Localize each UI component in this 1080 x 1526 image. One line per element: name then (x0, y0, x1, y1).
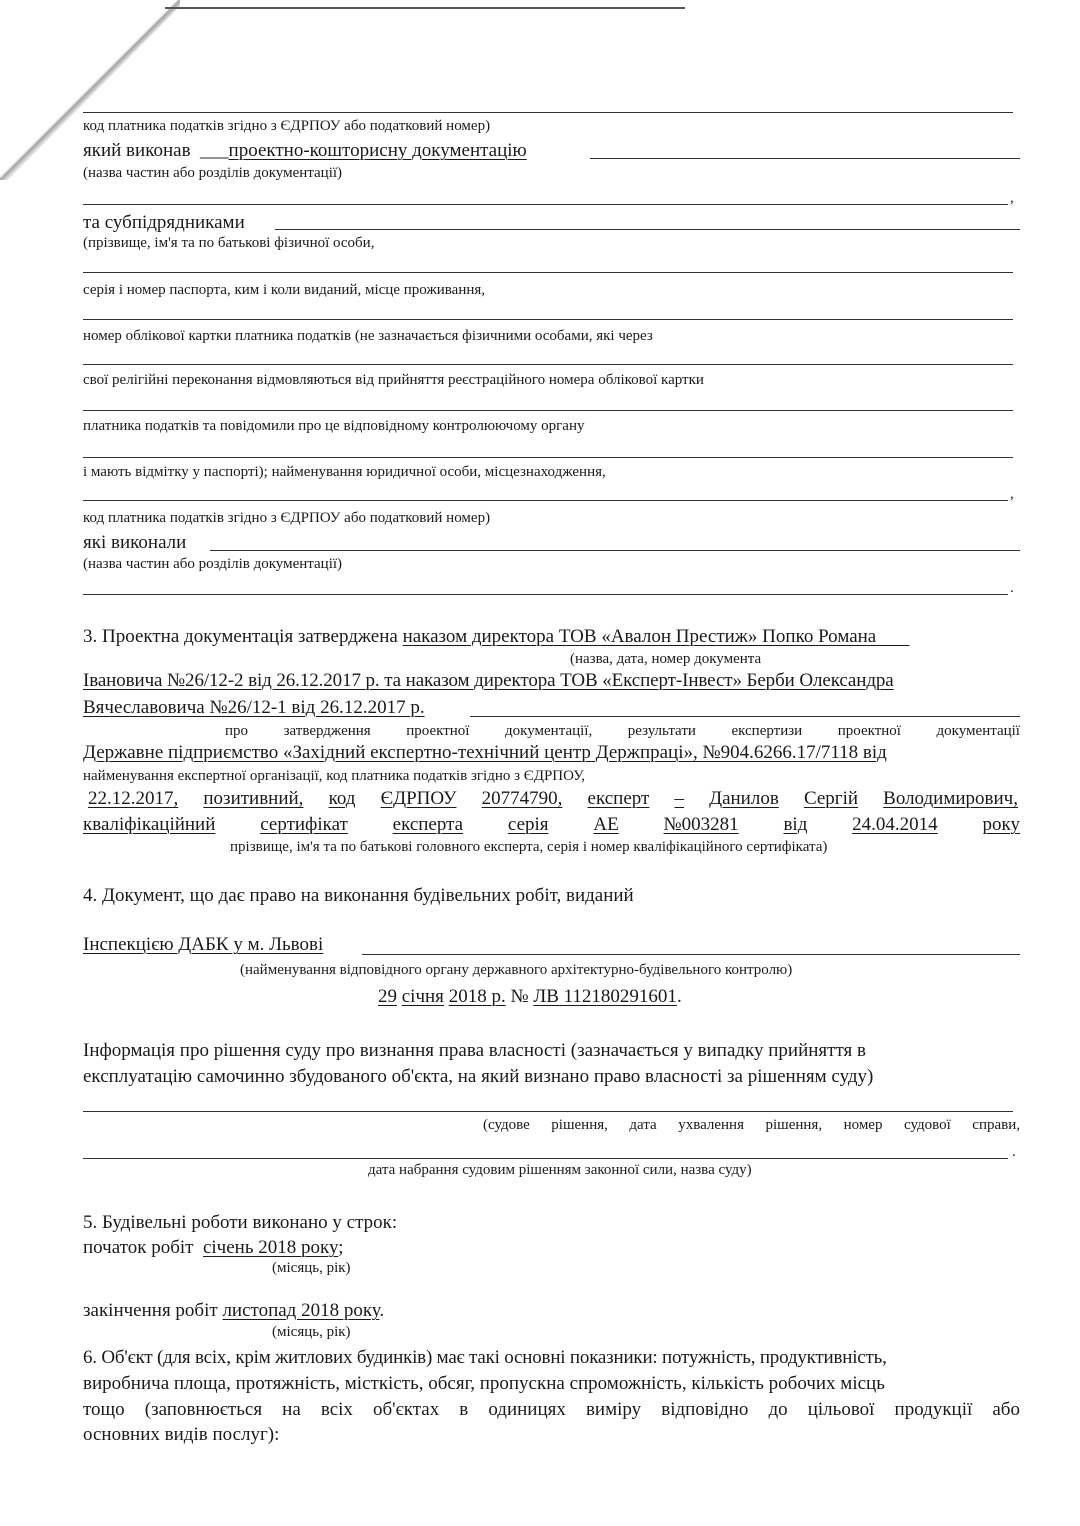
note-court-2: дата набрання судовим рішенням законної сили, назва суду) (368, 1162, 752, 1178)
work-start-row: початок робіт січень 2018 року; (83, 1237, 344, 1258)
section5-lead: 5. Будівельні роботи виконано у строк: (83, 1212, 398, 1233)
approval-doc-value-3: Вячеславовича №26/12-1 від 26.12.2017 р. (83, 697, 425, 718)
section3-lead: 3. Проектна документація затверджена (83, 626, 398, 647)
court-info-line1: Інформація про рішення суду про визнання права власності (зазначається у випадку прийняття в (83, 1040, 866, 1061)
note-line: свої релігійні переконання відмовляються від прийняття реєстраційного номера облікової картки (83, 372, 704, 388)
blank-line (210, 550, 1020, 551)
blank-line (83, 500, 1008, 501)
blank-line (83, 594, 1008, 595)
section6-line3: тощо (заповнюється на всіх об'єктах в одиницях виміру відповідно до цільової продукції або (83, 1399, 1020, 1420)
blank-line (83, 364, 1013, 365)
court-info-line2: експлуатацію самочинно збудованого об'єкта, на який визнано право власності за рішенням суду) (83, 1066, 874, 1087)
month-year-note: (місяць, рік) (272, 1260, 351, 1276)
section3-line1 (83, 626, 910, 648)
note-line: платника податків та повідомили про це відповідному контролюючому органу (83, 418, 585, 434)
blank-line (83, 457, 1013, 458)
section6-line4: основних видів послуг): (83, 1424, 280, 1445)
issuer-value: Інспекцією ДАБК у м. Львові (83, 934, 324, 955)
note-approval: про затвердження проектної документації, результати експертизи проектної документації (225, 723, 1020, 739)
note-doc: (назва, дата, номер документа (570, 651, 762, 667)
performed-plural-label: які виконали (83, 532, 187, 553)
scan-top-edge (165, 7, 685, 9)
permit-year: 2018 р. (448, 986, 506, 1007)
performed-row: який виконав ___проектно-кошторисну документацію (83, 140, 527, 161)
permit-month: січня (401, 986, 444, 1007)
blank-line (590, 158, 1020, 159)
work-start-label: початок робіт (83, 1237, 194, 1258)
tax-code-note: код платника податків згідно з ЄДРПОУ або податковий номер) (83, 510, 491, 526)
blank-line (275, 229, 1020, 230)
note-org: найменування експертної організації, код платника податків згідно з ЄДРПОУ, (83, 768, 586, 784)
subcontractors-label: та субпідрядниками (83, 212, 245, 233)
approval-doc-value-2: Івановича №26/12-2 від 26.12.2017 р. та наказом директора ТОВ «Експерт-Інвест» Берби Олександра (83, 670, 894, 691)
blank-line (470, 716, 1020, 717)
work-end-row: закінчення робіт листопад 2018 року. (83, 1300, 385, 1321)
performed-value: проектно-кошторисну документацію (228, 140, 527, 161)
parts-note: (назва частин або розділів документації) (83, 556, 343, 572)
section6-line2: виробнича площа, протяжність, місткість, обсяг, пропускна спроможність, кількість робочих місць (83, 1373, 885, 1394)
expert-certificate-line: кваліфікаційний сертифікат експерта серія АЕ №003281 від 24.04.2014 року (83, 814, 1020, 835)
note-line: і мають відмітку у паспорті); найменування юридичної особи, місцезнаходження, (83, 464, 606, 480)
note-expert: прізвище, ім'я та по батькові головного експерта, серія і номер кваліфікаційного сертифіката) (230, 839, 828, 855)
blank-line (83, 1158, 1008, 1159)
approval-doc-value: наказом директора ТОВ «Авалон Престиж» Попко Романа (402, 626, 877, 647)
section4-lead: 4. Документ, що дає право на виконання будівельних робіт, виданий (83, 885, 634, 906)
expert-conclusion-line: 22.12.2017, позитивний, код ЄДРПОУ 20774790, експерт – Данилов Сергій Володимирович, (88, 788, 1018, 809)
permit-number: ЛВ 112180291601 (533, 986, 677, 1007)
blank-line (83, 1111, 1013, 1112)
note-court-1: (судове рішення, дата ухвалення рішення, номер судової справи, (483, 1117, 1020, 1133)
tax-code-note: код платника податків згідно з ЄДРПОУ або податковий номер) (83, 118, 491, 134)
expert-org-value: Державне підприємство «Західний експертно-технічний центр Держпраці», №904.6266.17/7118 від (83, 742, 887, 763)
note-line: номер облікової картки платника податків (не зазначається фізичними особами, які через (83, 328, 653, 344)
work-end-label: закінчення робіт (83, 1300, 218, 1321)
permit-date-number: 29 січня 2018 р. № ЛВ 112180291601. (378, 986, 682, 1007)
section6-line1: 6. Об'єкт (для всіх, крім житлових будинків) має такі основні показники: потужність, продуктивність, (83, 1347, 887, 1368)
blank-line (83, 272, 1013, 273)
blank-line (362, 954, 1020, 955)
blank-line (83, 204, 1008, 205)
permit-day: 29 (378, 986, 397, 1007)
blank-line (83, 410, 1013, 411)
note-line: (прізвище, ім'я та по батькові фізичної особи, (83, 235, 375, 251)
blank-line (83, 319, 1013, 320)
month-year-note: (місяць, рік) (272, 1324, 351, 1340)
performed-label: який виконав (83, 140, 191, 161)
note-line: серія і номер паспорта, ким і коли виданий, місце проживання, (83, 282, 486, 298)
blank-line (83, 112, 1013, 113)
parts-note: (назва частин або розділів документації) (83, 165, 343, 181)
work-start-value: січень 2018 року (202, 1237, 339, 1258)
work-end-value: листопад 2018 року (222, 1300, 380, 1321)
note-issuer: (найменування відповідного органу державного архітектурно-будівельного контролю) (240, 962, 793, 978)
